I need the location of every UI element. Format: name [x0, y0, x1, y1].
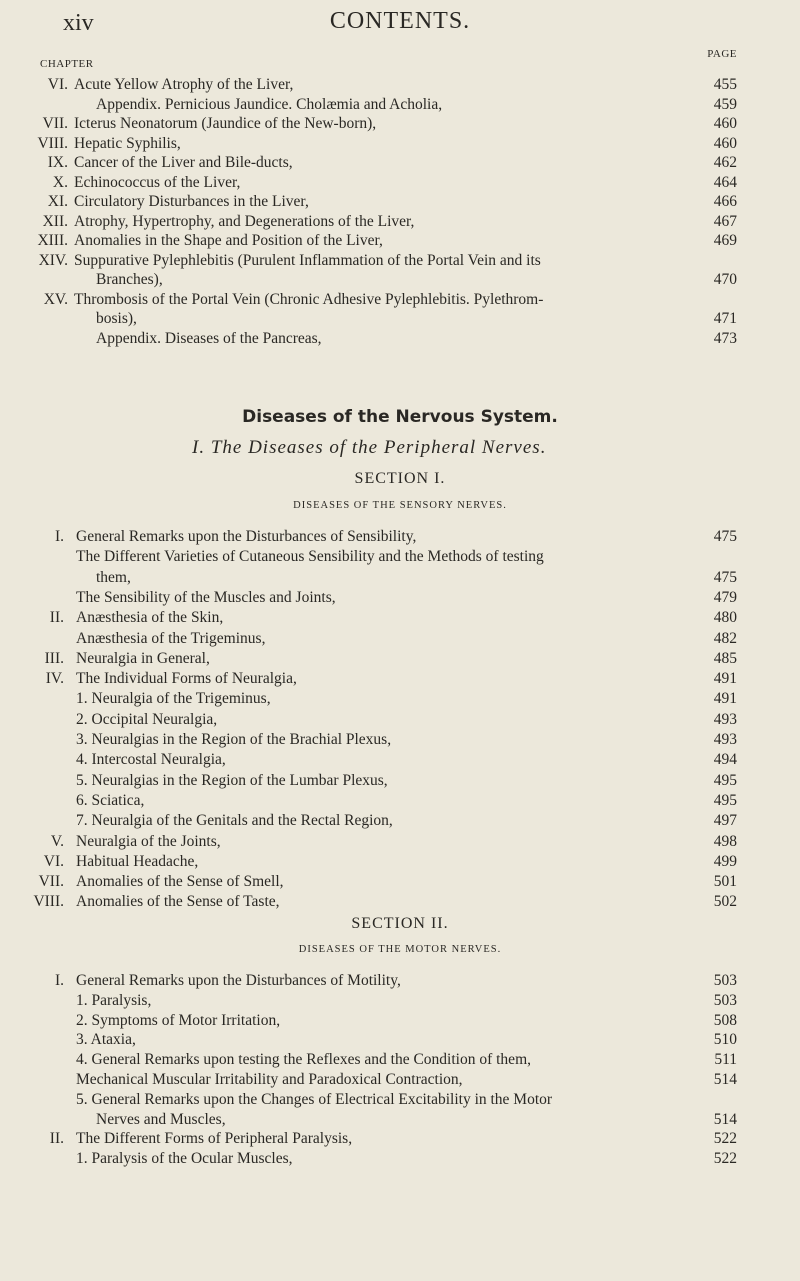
- toc-entry-number: II.: [49, 1130, 64, 1148]
- toc-entry: [0, 873, 800, 891]
- toc-entry-number: VI.: [43, 852, 64, 870]
- chapter-column-label: CHAPTER: [40, 58, 94, 70]
- toc-entry: [0, 853, 800, 871]
- toc-entry: [0, 609, 800, 627]
- toc-entry: [0, 310, 800, 328]
- toc-entry-title: The Sensibility of the Muscles and Joints,: [76, 588, 336, 606]
- section-1-title: SECTION I.: [354, 470, 446, 487]
- toc-entry-page: 482: [713, 629, 737, 647]
- toc-entry-title: Nerves and Muscles,: [96, 1110, 226, 1128]
- toc-entry: [0, 115, 800, 133]
- toc-entry-title: The Different Varieties of Cutaneous Sensibility and the Methods of testing: [76, 548, 544, 566]
- toc-entry-page: 502: [713, 893, 737, 911]
- toc-entry-title: Icterus Neonatorum (Jaundice of the New-born),: [74, 115, 377, 132]
- toc-entry: [0, 271, 800, 289]
- toc-entry-page: 522: [713, 1150, 737, 1168]
- toc-entry: [0, 1012, 800, 1030]
- section-2-title: SECTION II.: [351, 915, 449, 932]
- toc-entry: [0, 569, 800, 587]
- toc-entry: [0, 972, 800, 990]
- toc-entry-title: 7. Neuralgia of the Genitals and the Rectal Region,: [76, 812, 393, 830]
- toc-entry: [0, 96, 800, 114]
- toc-entry-title: General Remarks upon the Disturbances of Sensibility,: [76, 528, 417, 545]
- part-title: Diseases of the Nervous System.: [242, 407, 558, 427]
- toc-entry: [0, 812, 800, 830]
- toc-entry-title: Anæsthesia of the Trigeminus,: [76, 629, 266, 647]
- toc-entry-page: 498: [713, 832, 737, 850]
- toc-entry: [0, 291, 800, 309]
- toc-entry-title: Habitual Headache,: [76, 852, 199, 870]
- toc-entry: [0, 1051, 800, 1069]
- toc-entry: [0, 833, 800, 851]
- toc-entry-page: 514: [713, 1071, 737, 1088]
- toc-entry: [0, 650, 800, 668]
- toc-entry-title: 2. Symptoms of Motor Irritation,: [76, 1011, 281, 1029]
- toc-entry: [0, 711, 800, 729]
- toc-entry-number: XI.: [47, 193, 68, 210]
- toc-entry-number: XII.: [42, 212, 68, 230]
- toc-entry: [0, 630, 800, 648]
- toc-entry-number: XV.: [43, 290, 68, 308]
- toc-entry-number: XIV.: [38, 251, 68, 269]
- toc-entry-page: 462: [713, 154, 737, 171]
- toc-entry: [0, 193, 800, 211]
- toc-entry: [0, 135, 800, 153]
- toc-entry-title: General Remarks upon the Disturbances of Motility,: [76, 972, 401, 989]
- toc-entry: [0, 1071, 800, 1089]
- toc-entry-number: I.: [54, 972, 64, 989]
- toc-entry: [0, 772, 800, 790]
- toc-entry-number: VI.: [47, 76, 68, 93]
- toc-entry: [0, 174, 800, 192]
- page-title: CONTENTS.: [329, 8, 471, 34]
- toc-entry: [0, 1150, 800, 1168]
- toc-entry: [0, 670, 800, 688]
- toc-entry-page: 480: [713, 609, 737, 627]
- toc-entry-title: them,: [96, 568, 131, 586]
- toc-entry-title: Branches),: [96, 271, 163, 288]
- toc-entry-title: Thrombosis of the Portal Vein (Chronic Adhesive Pylephlebitis. Pylethrom-: [74, 290, 544, 308]
- toc-entry-page: 508: [713, 1011, 737, 1029]
- toc-entry-title: Circulatory Disturbances in the Liver,: [74, 193, 309, 210]
- toc-entry-number: I.: [54, 528, 64, 545]
- toc-entry-page: 493: [713, 710, 737, 728]
- toc-entry-page: 455: [713, 76, 737, 93]
- toc-entry-title: bosis),: [96, 310, 137, 327]
- toc-entry-title: Suppurative Pylephlebitis (Purulent Inflammation of the Portal Vein and its: [74, 251, 541, 269]
- toc-entry-title: Neuralgia in General,: [76, 649, 210, 667]
- toc-entry-title: 5. Neuralgias in the Region of the Lumbar Plexus,: [76, 771, 388, 789]
- toc-entry-page: 514: [713, 1110, 737, 1128]
- toc-entry-number: X.: [52, 173, 68, 191]
- toc-entry-title: Atrophy, Hypertrophy, and Degenerations of the Liver,: [74, 212, 415, 230]
- page-column-label: PAGE: [707, 48, 737, 60]
- toc-entry: [0, 893, 800, 911]
- toc-entry-page: 471: [713, 310, 737, 327]
- toc-entry: [0, 548, 800, 566]
- toc-entry-title: 4. General Remarks upon testing the Reflexes and the Condition of them,: [76, 1051, 531, 1069]
- toc-entry-title: Mechanical Muscular Irritability and Paradoxical Contraction,: [76, 1071, 463, 1088]
- toc-entry-title: 1. Paralysis,: [76, 991, 152, 1009]
- page-number: xiv: [63, 10, 94, 36]
- toc-entry-title: 3. Ataxia,: [76, 1031, 136, 1049]
- toc-entry-title: Acute Yellow Atrophy of the Liver,: [74, 76, 294, 93]
- toc-entry-page: 466: [713, 193, 737, 210]
- toc-entry-number: V.: [50, 832, 64, 850]
- toc-entry-page: 460: [713, 115, 737, 132]
- toc-entry: [0, 232, 800, 250]
- toc-entry-page: 460: [713, 134, 737, 152]
- toc-entry: [0, 1031, 800, 1049]
- toc-entry-page: 479: [713, 588, 737, 606]
- toc-entry-page: 522: [713, 1130, 737, 1148]
- toc-entry-page: 497: [713, 812, 737, 830]
- toc-entry-page: 491: [713, 670, 737, 688]
- toc-entry-title: Cancer of the Liver and Bile-ducts,: [74, 154, 293, 171]
- toc-entry-page: 475: [713, 568, 737, 586]
- toc-entry-page: 473: [713, 329, 737, 347]
- toc-entry-title: Appendix. Pernicious Jaundice. Cholæmia and Acholia,: [96, 95, 443, 113]
- toc-entry: [0, 1091, 800, 1109]
- toc-entry-number: IX.: [47, 154, 68, 171]
- toc-entry-page: 464: [713, 173, 737, 191]
- toc-entry-title: Neuralgia of the Joints,: [76, 832, 221, 850]
- toc-entry-number: VII.: [42, 115, 68, 132]
- toc-entry-title: 1. Paralysis of the Ocular Muscles,: [76, 1150, 293, 1168]
- toc-entry-page: 510: [713, 1031, 737, 1049]
- section-2-subtitle: DISEASES OF THE MOTOR NERVES.: [298, 944, 502, 955]
- toc-entry-title: Hepatic Syphilis,: [74, 134, 181, 152]
- toc-entry: [0, 213, 800, 231]
- toc-entry: [0, 792, 800, 810]
- toc-entry-title: Anomalies in the Shape and Position of the Liver,: [74, 232, 383, 249]
- toc-entry-page: 495: [713, 771, 737, 789]
- toc-entry-title: The Different Forms of Peripheral Paralysis,: [76, 1130, 353, 1148]
- toc-entry-page: 485: [713, 649, 737, 667]
- toc-entry-page: 469: [713, 232, 737, 249]
- toc-entry-number: VIII.: [33, 893, 64, 911]
- toc-entry-page: 494: [713, 751, 737, 769]
- toc-entry-page: 475: [713, 528, 737, 545]
- toc-entry: [0, 330, 800, 348]
- toc-entry-title: 2. Occipital Neuralgia,: [76, 710, 218, 728]
- toc-entry-number: XIII.: [37, 232, 68, 249]
- toc-entry-title: 3. Neuralgias in the Region of the Brachial Plexus,: [76, 731, 392, 748]
- toc-entry: [0, 1111, 800, 1129]
- toc-entry-page: 491: [713, 690, 737, 708]
- toc-entry: [0, 1130, 800, 1148]
- toc-entry-title: Anomalies of the Sense of Taste,: [76, 893, 280, 911]
- toc-entry-number: VIII.: [37, 134, 68, 152]
- toc-entry-page: 470: [713, 271, 737, 288]
- toc-entry-page: 459: [713, 95, 737, 113]
- toc-entry: [0, 992, 800, 1010]
- toc-entry-title: Appendix. Diseases of the Pancreas,: [96, 329, 322, 347]
- toc-entry: [0, 76, 800, 94]
- toc-entry-number: VII.: [38, 873, 64, 891]
- toc-entry-number: III.: [44, 649, 64, 667]
- toc-entry: [0, 154, 800, 172]
- toc-entry: [0, 690, 800, 708]
- subpart-title: I. The Diseases of the Peripheral Nerves.: [192, 437, 547, 458]
- toc-entry-page: 501: [713, 873, 737, 891]
- toc-entry-page: 503: [713, 991, 737, 1009]
- toc-entry-number: II.: [49, 609, 64, 627]
- toc-entry-page: 499: [713, 852, 737, 870]
- toc-entry: [0, 731, 800, 749]
- toc-entry-title: 1. Neuralgia of the Trigeminus,: [76, 690, 271, 708]
- toc-entry-title: Echinococcus of the Liver,: [74, 173, 241, 191]
- toc-entry-title: Anomalies of the Sense of Smell,: [76, 873, 284, 891]
- toc-entry: [0, 589, 800, 607]
- toc-entry-title: 4. Intercostal Neuralgia,: [76, 751, 226, 769]
- toc-entry-page: 467: [713, 212, 737, 230]
- toc-entry: [0, 751, 800, 769]
- toc-entry-page: 511: [714, 1051, 737, 1069]
- toc-entry-title: 5. General Remarks upon the Changes of Electrical Excitability in the Motor: [76, 1090, 553, 1108]
- toc-entry-page: 503: [713, 972, 737, 989]
- toc-entry: [0, 528, 800, 546]
- toc-entry-number: IV.: [45, 670, 64, 688]
- toc-entry-title: Anæsthesia of the Skin,: [76, 609, 224, 627]
- toc-entry: [0, 252, 800, 270]
- toc-entry-page: 493: [713, 731, 737, 748]
- toc-entry-title: 6. Sciatica,: [76, 791, 145, 809]
- section-1-subtitle: DISEASES OF THE SENSORY NERVES.: [293, 500, 507, 511]
- toc-entry-page: 495: [713, 791, 737, 809]
- toc-entry-title: The Individual Forms of Neuralgia,: [76, 670, 297, 688]
